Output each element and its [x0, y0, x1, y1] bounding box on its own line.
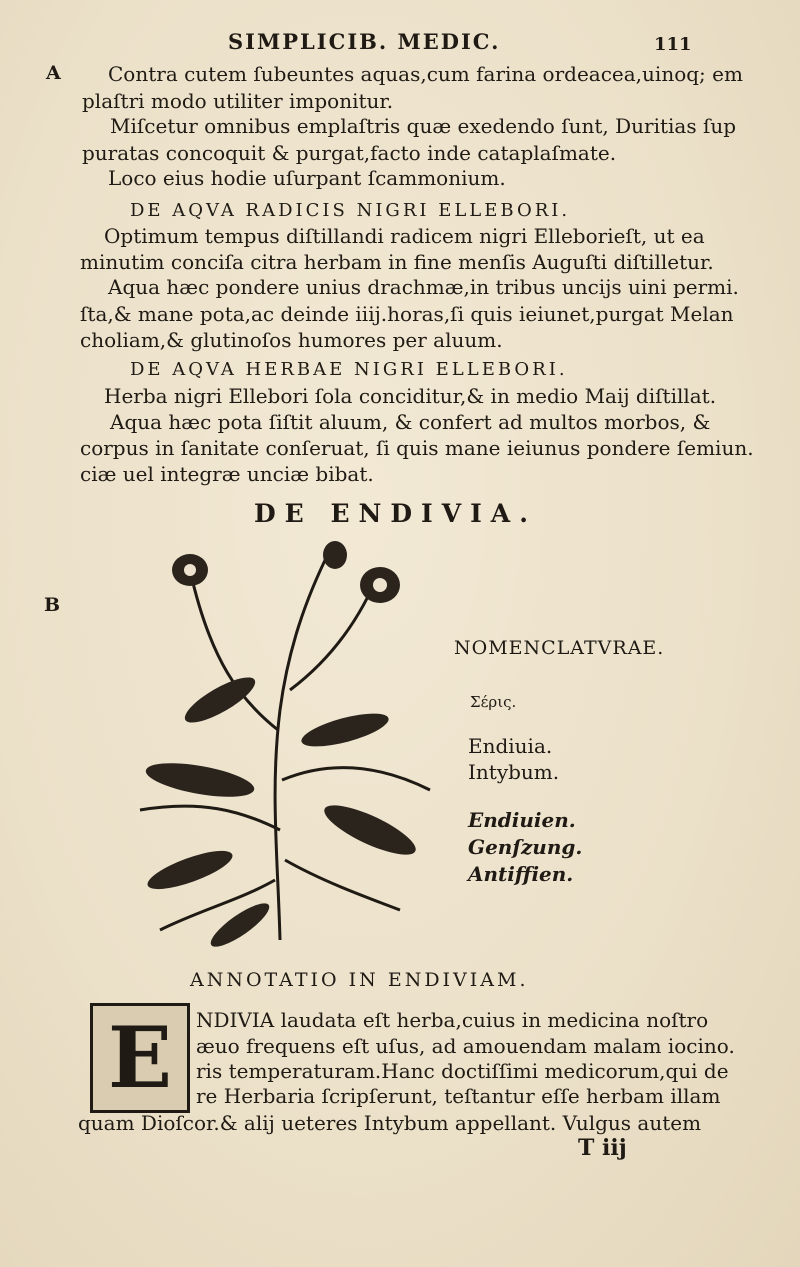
text-line: NDIVIA laudata eſt herba,cuius in medicina noſtro: [196, 1008, 709, 1032]
latin-name: Intybum.: [468, 760, 560, 784]
running-title: SIMPLICIB. MEDIC.: [228, 29, 501, 54]
text-line: ſta,& mane pota,ac deinde iiij.horas,ſi quis ieiunet,purgat Melan: [80, 302, 734, 326]
german-name: Genſzung.: [468, 835, 583, 859]
text-line: Herba nigri Ellebori ſola conciditur,& in medio Maij diſtillat.: [104, 384, 717, 408]
text-line: Miſcetur omnibus emplaſtris quæ exedendo ſunt, Duritias ſup: [110, 114, 737, 138]
greek-name: Σέρις.: [470, 693, 517, 711]
text-line: puratas concoquit & purgat,facto inde cataplaſmate.: [82, 141, 617, 165]
german-name: Antiffien.: [468, 862, 574, 886]
section-heading: ANNOTATIO IN ENDIVIAM.: [190, 969, 529, 991]
signature-mark: T iij: [578, 1135, 627, 1161]
text-line: plaſtri modo utiliter imponitur.: [82, 89, 394, 113]
text-line: minutim conciſa citra herbam in fine menſis Auguſti diſtilletur.: [80, 250, 714, 274]
folio-number: 111: [654, 34, 692, 55]
text-line: Loco eius hodie uſurpant ſcammonium.: [108, 166, 506, 190]
text-line: Aqua hæc pondere unius drachmæ,in tribus uncijs uini permi.: [108, 275, 739, 299]
margin-mark-b: B: [44, 594, 61, 616]
text-line: Optimum tempus diſtillandi radicem nigri Elleborieſt, ut ea: [104, 224, 705, 248]
text-line: quam Dioſcor.& alij ueteres Intybum appellant. Vulgus autem: [78, 1111, 702, 1135]
chapter-title: DE ENDIVIA.: [254, 499, 537, 528]
decorated-initial: [90, 1003, 190, 1113]
margin-mark-a: A: [46, 62, 61, 84]
text-line: choliam,& glutinoſos humores per aluum.: [80, 328, 503, 352]
text-line: re Herbaria ſcripſerunt, teſtantur eſſe herbam illam: [196, 1084, 721, 1108]
endive-woodcut-illustration: [130, 530, 440, 950]
section-heading: DE AQVA RADICIS NIGRI ELLEBORI.: [130, 200, 571, 221]
text-line: Aqua hæc pota ſiſtit aluum, & confert ad multos morbos, &: [110, 410, 711, 434]
section-heading: DE AQVA HERBAE NIGRI ELLEBORI.: [130, 359, 568, 380]
german-name: Endiuien.: [468, 808, 576, 832]
text-line: ris temperaturam.Hanc doctiſſimi medicorum,qui de: [196, 1059, 729, 1083]
nomenclature-heading: NOMENCLATVRAE.: [454, 637, 665, 659]
text-line: Contra cutem ſubeuntes aquas,cum farina ordeacea,uinoq; em: [108, 62, 743, 86]
latin-name: Endiuia.: [468, 734, 553, 758]
initial-letter: E: [107, 1008, 173, 1107]
text-line: corpus in ſanitate conſeruat, ſi quis mane ieiunus pondere ſemiun.: [80, 436, 754, 460]
text-line: æuo frequens eſt uſus, ad amouendam malam iocino.: [196, 1034, 735, 1058]
text-line: ciæ uel integræ unciæ bibat.: [80, 462, 374, 486]
